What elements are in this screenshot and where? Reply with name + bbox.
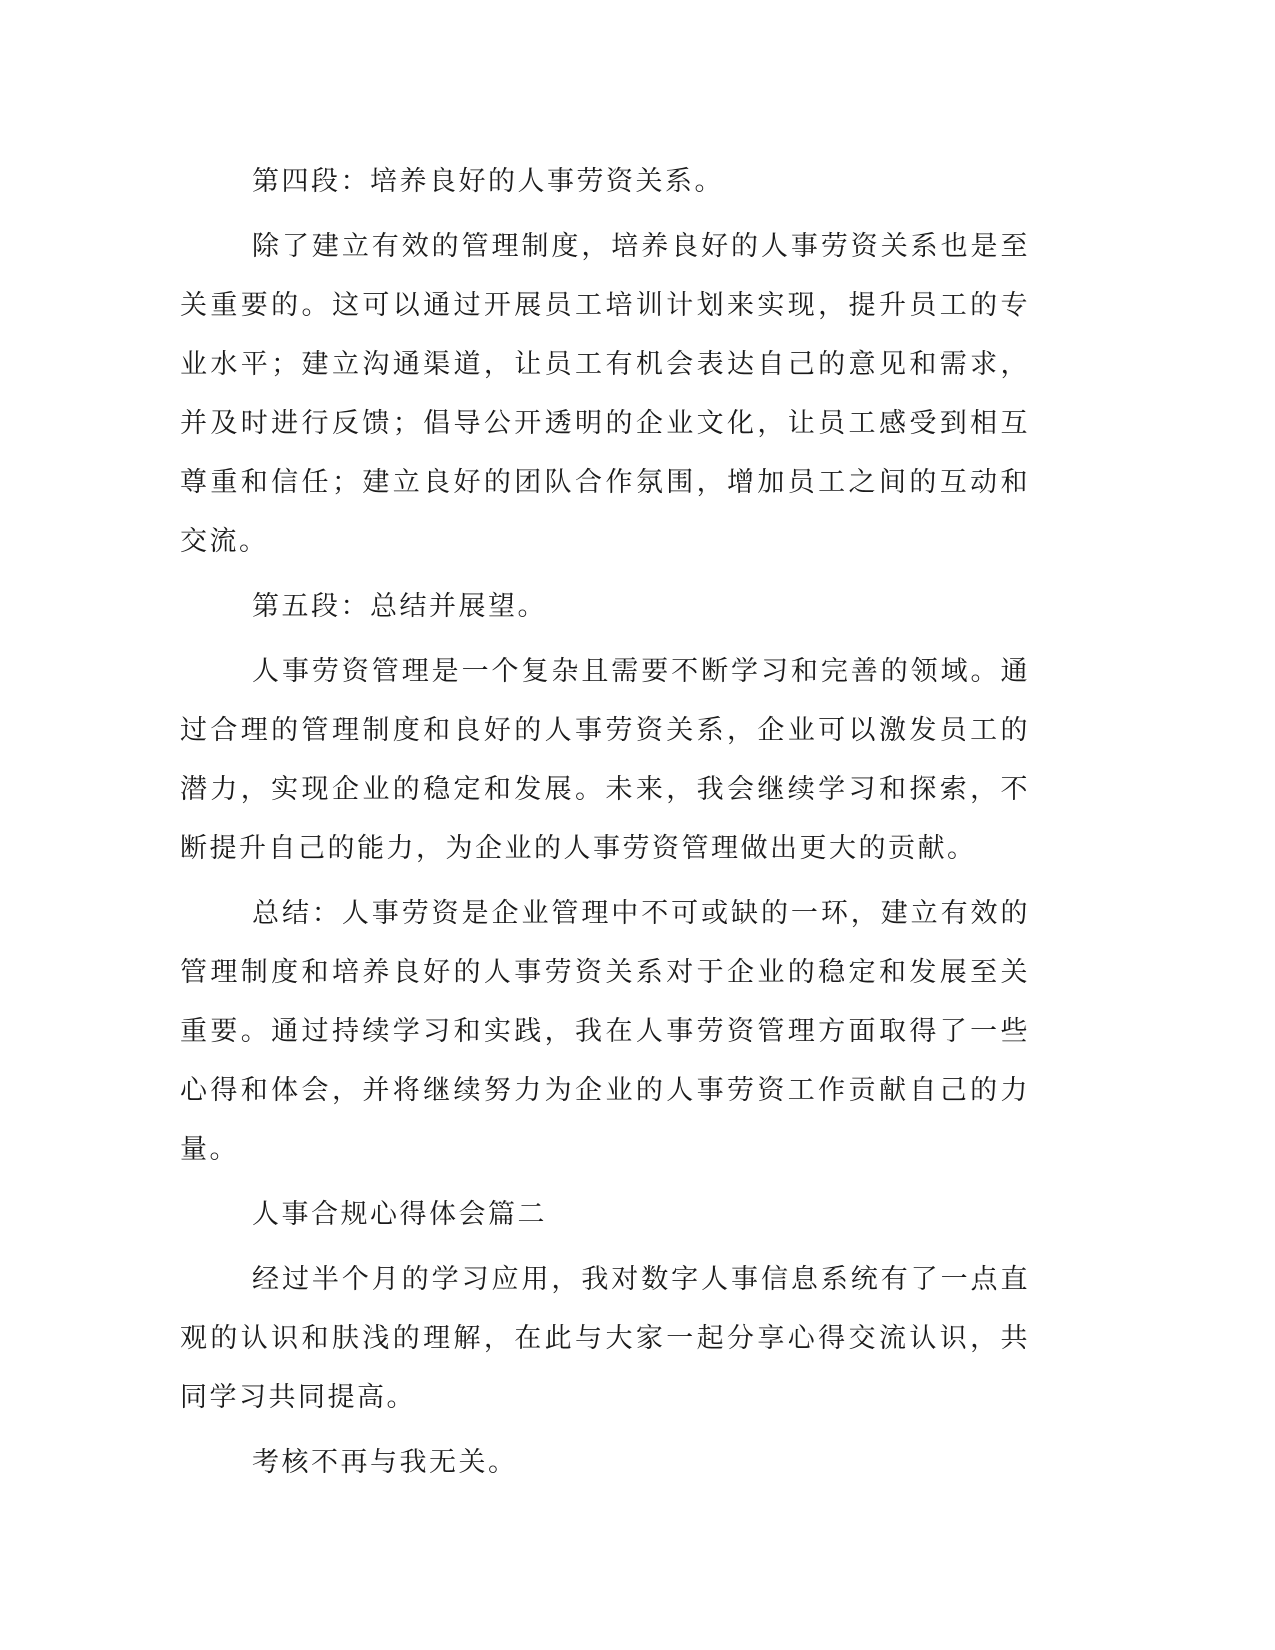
- paragraph-relations: 除了建立有效的管理制度，培养良好的人事劳资关系也是至关重要的。这可以通过开展员工培训计划来实现，提升员工的专业水平；建立沟通渠道，让员工有机会表达自己的意见和需求，并及时进行反馈；倡导公开透明的企业文化，让员工感受到相互尊重和信任；建立良好的团队合作氛围，增加员工之间的互动和交流。: [180, 231, 1030, 557]
- paragraph-summary: 总结：人事劳资是企业管理中不可或缺的一环，建立有效的管理制度和培养良好的人事劳资关系对于企业的稳定和发展至关重要。通过持续学习和实践，我在人事劳资管理方面取得了一些心得和体会，并将继续努力为企业的人事劳资工作贡献自己的力量。: [180, 898, 1030, 1165]
- paragraph-assessment: 考核不再与我无关。: [252, 1447, 518, 1478]
- section-heading-5: 第五段：总结并展望。: [252, 591, 547, 622]
- paragraph-outlook: 人事劳资管理是一个复杂且需要不断学习和完善的领域。通过合理的管理制度和良好的人事劳资关系，企业可以激发员工的潜力，实现企业的稳定和发展。未来，我会继续学习和探索，不断提升自己的能力，为企业的人事劳资管理做出更大的贡献。: [180, 656, 1030, 864]
- document-body: [180, 152, 1030, 1498]
- article-title-part-2: 人事合规心得体会篇二: [252, 1199, 547, 1230]
- paragraph-intro: 经过半个月的学习应用，我对数字人事信息系统有了一点直观的认识和肤浅的理解，在此与大家一起分享心得交流认识，共同学习共同提高。: [180, 1264, 1030, 1413]
- section-heading-4: 第四段：培养良好的人事劳资关系。: [252, 166, 724, 197]
